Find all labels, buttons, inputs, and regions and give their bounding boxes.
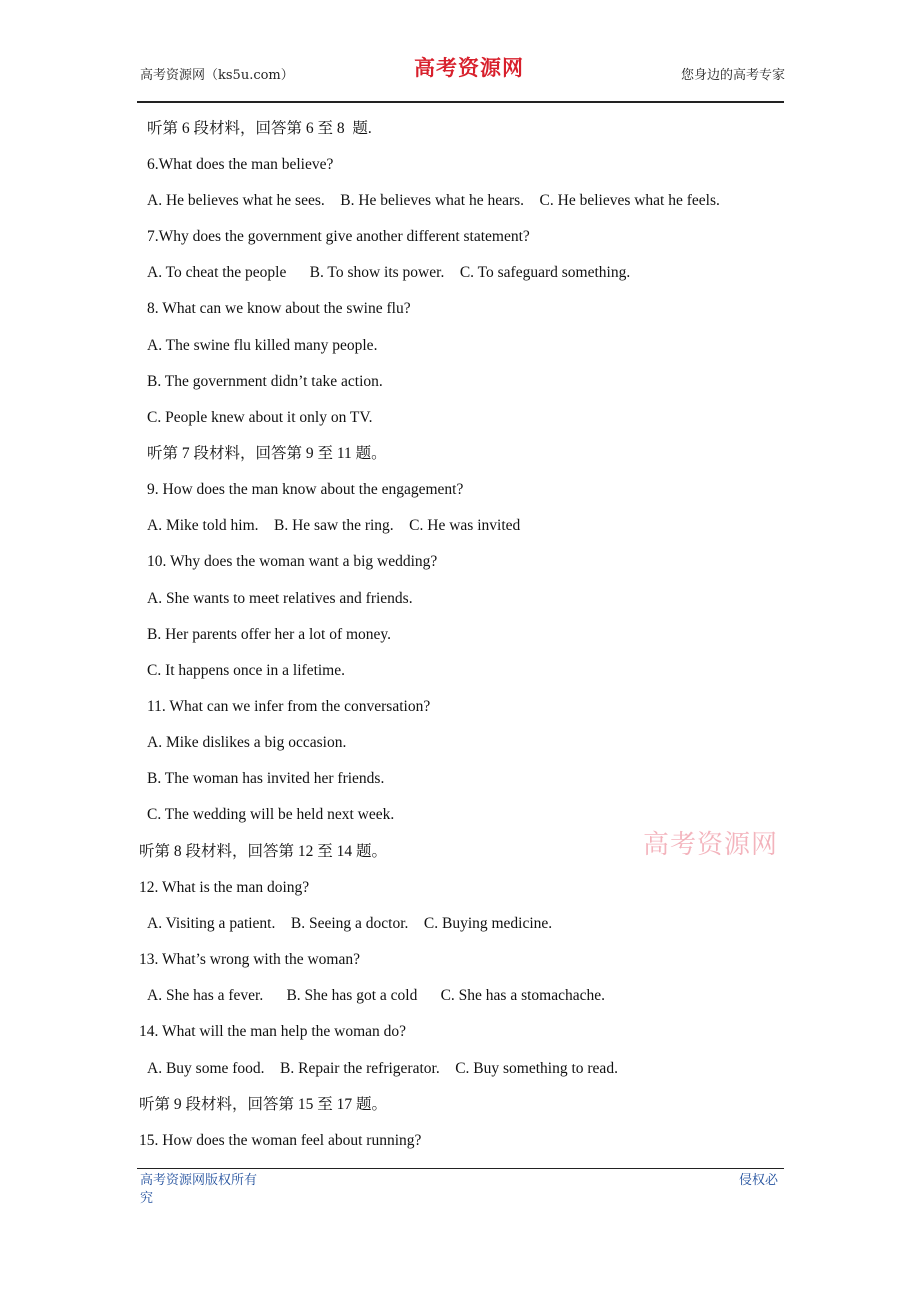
option-8c: C. People knew about it only on TV. xyxy=(147,409,373,426)
question-14: 14. What will the man help the woman do? xyxy=(139,1023,407,1040)
option-10b: B. Her parents offer her a lot of money. xyxy=(147,626,392,643)
header-logo: 高考资源网 xyxy=(414,55,524,80)
option-8b: B. The government didn’t take action. xyxy=(147,373,383,390)
option-8a: A. The swine flu killed many people. xyxy=(147,337,378,354)
footer-rule xyxy=(137,1168,784,1169)
footer-copyright-line1: 高考资源网版权所有 xyxy=(140,1173,258,1188)
options-7: A. To cheat the people B. To show its power. C. To safeguard something. xyxy=(147,264,631,281)
question-12: 12. What is the man doing? xyxy=(139,879,310,896)
option-11c: C. The wedding will be held next week. xyxy=(147,806,395,823)
section-heading-7: 听第 7 段材料，回答第 9 至 11 题。 xyxy=(147,445,387,462)
question-11: 11. What can we infer from the conversation? xyxy=(147,698,431,715)
option-10c: C. It happens once in a lifetime. xyxy=(147,662,345,679)
footer-rights-notice: 侵权必 xyxy=(738,1173,778,1188)
question-15: 15. How does the woman feel about running? xyxy=(139,1132,422,1149)
section-heading-8: 听第 8 段材料，回答第 12 至 14 题。 xyxy=(139,843,388,860)
header-tagline: 您身边的高考专家 xyxy=(680,68,785,83)
options-12: A. Visiting a patient. B. Seeing a doctor. C. Buying medicine. xyxy=(147,915,553,932)
question-8: 8. What can we know about the swine flu? xyxy=(147,300,411,317)
header-site-name: 高考资源网（ks5u.com） xyxy=(140,68,294,83)
watermark-logo: 高考资源网 xyxy=(643,830,779,860)
question-6: 6.What does the man believe? xyxy=(147,156,334,173)
options-13: A. She has a fever. B. She has got a cold C. She has a stomachache. xyxy=(147,987,606,1004)
options-9: A. Mike told him. B. He saw the ring. C. He was invited xyxy=(147,517,521,534)
section-heading-6: 听第 6 段材料，回答第 6 至 8 题. xyxy=(147,120,372,137)
question-9: 9. How does the man know about the engagement? xyxy=(147,481,464,498)
header-rule xyxy=(137,101,784,103)
question-13: 13. What’s wrong with the woman? xyxy=(139,951,360,968)
option-11a: A. Mike dislikes a big occasion. xyxy=(147,734,347,751)
question-10: 10. Why does the woman want a big wedding? xyxy=(147,553,438,570)
option-11b: B. The woman has invited her friends. xyxy=(147,770,385,787)
options-14: A. Buy some food. B. Repair the refrigerator. C. Buy something to read. xyxy=(147,1060,618,1077)
option-10a: A. She wants to meet relatives and friends. xyxy=(147,590,413,607)
question-7: 7.Why does the government give another different statement? xyxy=(147,228,530,245)
footer-copyright-line2: 究 xyxy=(140,1191,154,1206)
section-heading-9: 听第 9 段材料，回答第 15 至 17 题。 xyxy=(139,1096,388,1113)
options-6: A. He believes what he sees. B. He believes what he hears. C. He believes what he feels. xyxy=(147,192,720,209)
